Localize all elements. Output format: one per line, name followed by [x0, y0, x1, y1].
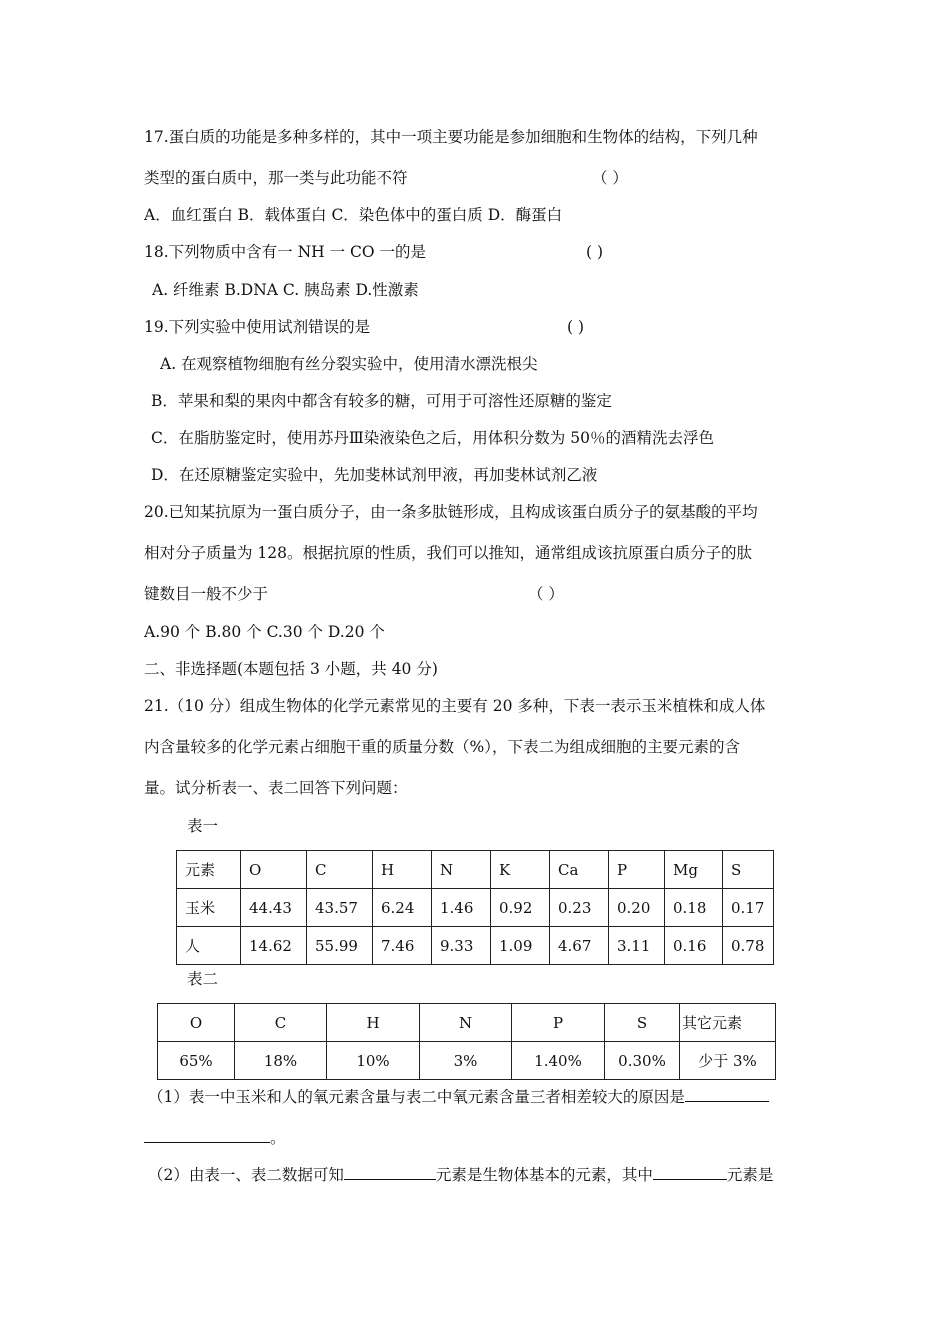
q17-answer-paren: （ ） — [592, 169, 628, 187]
table-cell: 44.43 — [241, 889, 307, 927]
table-cell: C — [235, 1004, 327, 1042]
q21-sub2-text-b: 元素是生物体基本的元素，其中 — [435, 1166, 653, 1184]
q21-sub1-continued — [144, 1126, 286, 1148]
q18-options: A. 纤维素 B.DNA C. 胰岛素 D.性激素 — [152, 281, 419, 299]
answer-blank[interactable] — [653, 1163, 727, 1180]
q18-stem: 18.下列物质中含有一 NH 一 CO 一的是 — [144, 243, 427, 261]
table-cell: 4.67 — [550, 927, 609, 965]
q21-sub1-text: （1）表一中玉米和人的氧元素含量与表二中氧元素含量三者相差较大的原因是 — [148, 1088, 685, 1106]
table-cell: 14.62 — [241, 927, 307, 965]
table-cell: 1.40% — [512, 1042, 605, 1080]
table-cell: 1.46 — [432, 889, 491, 927]
table-cell: 0.78 — [723, 927, 774, 965]
table-cell: 65% — [158, 1042, 235, 1080]
table-cell: 9.33 — [432, 927, 491, 965]
table2 — [157, 1003, 776, 1080]
table-cell: O — [158, 1004, 235, 1042]
table-cell: 0.20 — [609, 889, 665, 927]
table-cell: P — [609, 851, 665, 889]
table-cell: N — [432, 851, 491, 889]
q21-sub2-text-c: 元素是 — [726, 1166, 774, 1184]
table-row — [177, 927, 774, 965]
table-cell: 0.17 — [723, 889, 774, 927]
q19-option-b: B．苹果和梨的果肉中都含有较多的糖，可用于可溶性还原糖的鉴定 — [151, 392, 612, 410]
q21-line3: 量。试分析表一、表二回答下列问题： — [144, 779, 408, 797]
q21-sub1 — [148, 1085, 769, 1107]
q21-sub2 — [148, 1163, 773, 1185]
table-cell: 其它元素 — [680, 1004, 776, 1042]
q19-stem: 19.下列实验中使用试剂错误的是 — [144, 318, 371, 336]
q19-option-d: D．在还原糖鉴定实验中，先加斐林试剂甲液，再加斐林试剂乙液 — [151, 466, 598, 484]
q18-answer-paren: ( ) — [586, 243, 604, 261]
answer-blank[interactable] — [144, 1126, 270, 1143]
table-cell: H — [373, 851, 432, 889]
table-cell: 1.09 — [491, 927, 550, 965]
table-row — [158, 1004, 776, 1042]
table-cell: 7.46 — [373, 927, 432, 965]
table-cell: P — [512, 1004, 605, 1042]
table-cell: Ca — [550, 851, 609, 889]
table-cell: O — [241, 851, 307, 889]
table-cell: S — [605, 1004, 680, 1042]
table-cell: 少于 3% — [680, 1042, 776, 1080]
table-cell: 玉米 — [177, 889, 241, 927]
table-cell: H — [327, 1004, 420, 1042]
table-cell: 0.18 — [665, 889, 723, 927]
table1 — [176, 850, 774, 965]
table-cell: S — [723, 851, 774, 889]
table-cell: 0.23 — [550, 889, 609, 927]
q20-answer-paren: （ ） — [528, 585, 564, 603]
table-cell: 18% — [235, 1042, 327, 1080]
table-cell: 0.16 — [665, 927, 723, 965]
table2-caption: 表二 — [187, 970, 219, 988]
table-cell: N — [420, 1004, 512, 1042]
table-cell: Mg — [665, 851, 723, 889]
q19-answer-paren: ( ) — [567, 318, 585, 336]
table-cell: 6.24 — [373, 889, 432, 927]
table1-caption: 表一 — [187, 817, 219, 835]
table-row — [158, 1042, 776, 1080]
table-cell: K — [491, 851, 550, 889]
section-heading: 二、非选择题(本题包括 3 小题，共 40 分) — [144, 660, 438, 678]
table-row — [177, 889, 774, 927]
answer-blank[interactable] — [685, 1085, 769, 1102]
table-cell: 元素 — [177, 851, 241, 889]
q20-line2: 相对分子质量为 128。根据抗原的性质，我们可以推知，通常组成该抗原蛋白质分子的肽 — [144, 544, 753, 562]
q19-option-a: A. 在观察植物细胞有丝分裂实验中，使用清水漂洗根尖 — [160, 355, 538, 373]
q17-line1: 17.蛋白质的功能是多种多样的，其中一项主要功能是参加细胞和生物体的结构，下列几种 — [144, 128, 758, 146]
table-row — [177, 851, 774, 889]
answer-blank[interactable] — [344, 1163, 436, 1180]
q17-options: A．血红蛋白 B．载体蛋白 C．染色体中的蛋白质 D．酶蛋白 — [144, 206, 563, 224]
table-cell: 55.99 — [307, 927, 373, 965]
table-cell: 0.30% — [605, 1042, 680, 1080]
table-cell: 0.92 — [491, 889, 550, 927]
q20-line3: 键数目一般不少于 — [144, 585, 269, 603]
table-cell: 43.57 — [307, 889, 373, 927]
q21-sub2-text-a: （2）由表一、表二数据可知 — [148, 1166, 344, 1184]
table-cell: 3.11 — [609, 927, 665, 965]
table-cell: 人 — [177, 927, 241, 965]
table-cell: C — [307, 851, 373, 889]
table-cell: 3% — [420, 1042, 512, 1080]
q21-line2: 内含量较多的化学元素占细胞干重的质量分数（%），下表二为组成细胞的主要元素的含 — [144, 738, 740, 756]
q21-line1: 21.（10 分）组成生物体的化学元素常见的主要有 20 多种，下表一表示玉米植株和成人体 — [144, 697, 766, 715]
q21-sub1-end: 。 — [270, 1129, 286, 1147]
q20-line1: 20.已知某抗原为一蛋白质分子，由一条多肽链形成，且构成该蛋白质分子的氨基酸的平均 — [144, 503, 758, 521]
q20-options: A.90 个 B.80 个 C.30 个 D.20 个 — [144, 623, 385, 641]
q19-option-c: C．在脂肪鉴定时，使用苏丹Ⅲ染液染色之后，用体积分数为 50％的酒精洗去浮色 — [151, 429, 714, 447]
q17-line2: 类型的蛋白质中，那一类与此功能不符 — [144, 169, 408, 187]
table-cell: 10% — [327, 1042, 420, 1080]
